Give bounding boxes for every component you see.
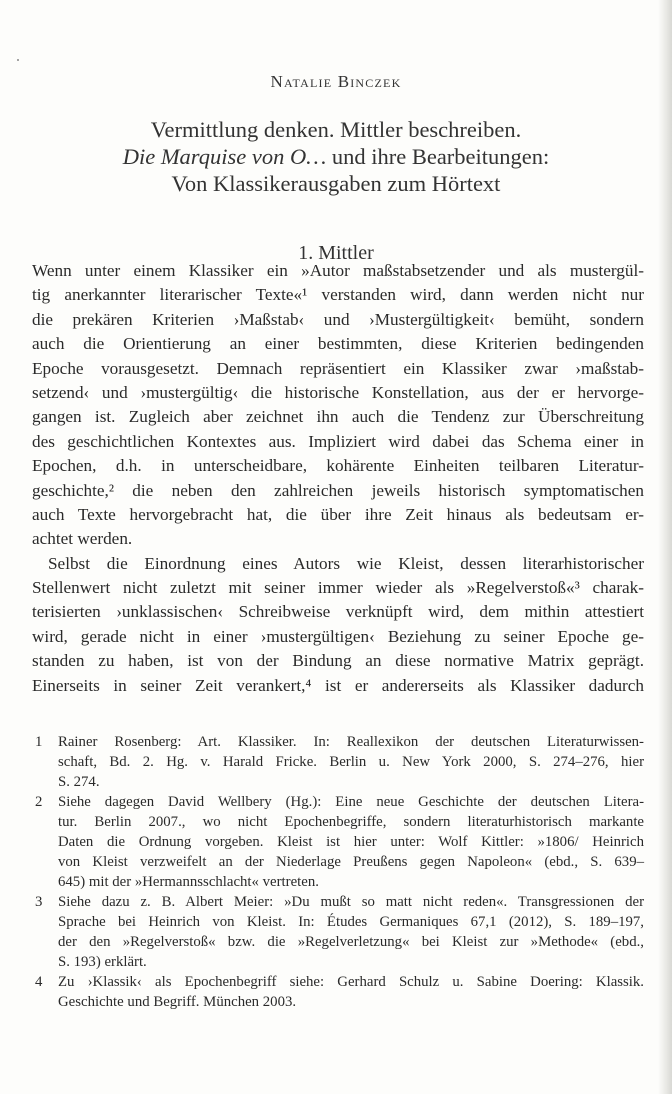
footnote-line: Rainer Rosenberg: Art. Klassiker. In: Reallexikon der deutschen Literaturwissen- [58, 734, 644, 750]
footnote-line: von Kleist verzweifelt an der Niederlage Preußens gegen Napoleon« (ebd., S. 639– [58, 854, 644, 870]
footnote-line: Siehe dazu z. B. Albert Meier: »Du mußt so matt nicht reden«. Transgressionen der [58, 894, 644, 910]
body-line: setzend‹ und ›mustergültig‹ die historische Konstellation, aus der er hervorge- [32, 382, 644, 402]
footnote-line: Geschichte und Begriff. München 2003. [58, 994, 297, 1010]
body-line: Selbst die Einordnung eines Autors wie Kleist, dessen literarhistorischer [48, 553, 644, 573]
footnote-line: Siehe dagegen David Wellbery (Hg.): Eine neue Geschichte der deutschen Litera- [58, 794, 644, 810]
body-line: Wenn unter einem Klassiker ein »Autor maßstabsetzender und als mustergül- [32, 261, 644, 280]
footnote [32, 732, 644, 792]
title-line-3: Von Klassikerausgaben zum Hörtext [171, 171, 501, 196]
author-name: Natalie Binczek [270, 72, 402, 91]
body-line: Stellenwert nicht zuletzt mit seiner immer wieder als »Regelverstoß«³ charak- [32, 578, 644, 598]
title-line-2 [0, 144, 672, 170]
title-line-1: Vermittlung denken. Mittler beschreiben. [150, 117, 522, 142]
footnote-line: tur. Berlin 2007., wo nicht Epochenbegriffe, sondern literaturhistorisch markante [58, 814, 644, 830]
footnote-line: 645) mit der »Hermannsschlacht« vertreten. [58, 874, 319, 890]
footnotes [32, 732, 644, 1012]
body-line: standen zu haben, ist von der Bindung an diese normative Matrix geprägt. [32, 651, 644, 671]
footnote [32, 892, 644, 972]
body-line: wird, gerade nicht in einer ›mustergültigen‹ Beziehung zu seiner Epoche ge- [32, 626, 644, 646]
body-line: des geschichtlichen Kontextes aus. Impliziert wird dabei das Schema einer in [32, 431, 644, 451]
body-line: Epoche vorausgesetzt. Demnach repräsentiert ein Klassiker zwar ›maßstab- [32, 358, 644, 378]
body-text [32, 259, 644, 698]
footnote-line: schaft, Bd. 2. Hg. v. Harald Fricke. Berlin u. New York 2000, S. 274–276, hier [58, 754, 644, 770]
footnote-line: S. 274. [58, 774, 100, 790]
body-line: auch Texte hervorgebracht hat, die über ihre Zeit hinaus als bedeutsam er- [32, 504, 644, 524]
scan-speck [17, 59, 19, 61]
footnote [32, 972, 644, 1012]
footnote-number: 2 [35, 794, 43, 810]
body-line: die prekären Kriterien ›Maßstab‹ und ›Mustergültigkeit‹ bemüht, sondern [32, 309, 644, 329]
body-line: gangen ist. Zugleich aber zeichnet ihn auch die Tendenz zur Überschreitung [32, 407, 644, 427]
footnote-number: 4 [35, 974, 43, 990]
footnote-line: Daten die Ordnung vorgeben. Kleist ist hier unter: Wolf Kittler: »1806/ Heinrich [58, 834, 644, 850]
section-heading: 1. Mittler [298, 242, 374, 264]
body-line: Einerseits in seiner Zeit verankert,⁴ ist er andererseits als Klassiker dadurch [32, 675, 644, 695]
body-line: terisierten ›unklassischen‹ Schreibweise verknüpft wird, dem mithin attestiert [32, 602, 644, 622]
footnote-line: Zu ›Klassik‹ als Epochenbegriff siehe: Gerhard Schulz u. Sabine Doering: Klassik. [58, 974, 644, 990]
body-line: tig anerkannter literarischer Texte«¹ verstanden wird, dann werden nicht nur [32, 285, 644, 305]
footnote-line: der den »Regelverstoß« bzw. die »Regelverletzung« bei Kleist zur »Methode« (ebd., [58, 934, 644, 950]
title-line-2-rest: und ihre Bearbeitungen: [326, 144, 550, 169]
footnote-line: Sprache bei Heinrich von Kleist. In: Études Germaniques 67,1 (2012), S. 189–197, [58, 914, 644, 930]
footnote-number: 3 [35, 894, 43, 910]
body-line: Epochen, d.h. in unterscheidbare, kohärente Einheiten teilbaren Literatur- [32, 456, 644, 476]
footnote-line: S. 193) erklärt. [58, 954, 147, 970]
body-line: geschichte,² die neben den zahlreichen jeweils historisch symptomatischen [32, 480, 644, 500]
footnote [32, 792, 644, 892]
body-line: auch die Orientierung an einer bestimmten, diese Kriterien bedingenden [32, 334, 644, 354]
body-line: achtet werden. [32, 529, 133, 549]
title-italic-work: Die Marquise von O… [122, 144, 327, 169]
footnote-number: 1 [35, 734, 43, 750]
